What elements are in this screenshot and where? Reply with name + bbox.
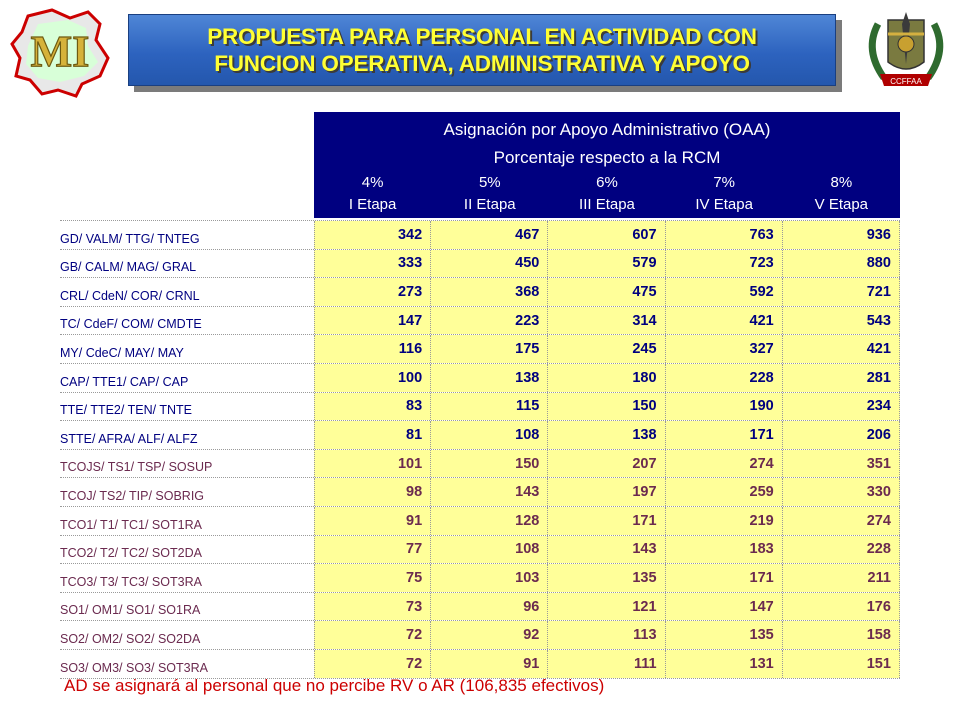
stage-row	[314, 196, 900, 213]
table-row	[60, 592, 900, 621]
table-header	[314, 112, 900, 218]
value-cell: 143	[431, 478, 548, 506]
value-cells	[314, 393, 900, 421]
rank-label: TCO3/ T3/ TC3/ SOT3RA	[60, 574, 202, 589]
stage-header: II Etapa	[463, 196, 516, 213]
value-cell: 135	[548, 564, 665, 592]
value-cell: 108	[431, 421, 548, 449]
table-row	[60, 306, 900, 335]
rank-label: TC/ CdeF/ COM/ CMDTE	[60, 317, 202, 332]
value-cell: 721	[783, 278, 900, 306]
value-cell: 274	[666, 450, 783, 478]
rank-label: GB/ CALM/ MAG/ GRAL	[60, 260, 197, 275]
value-cell: 175	[431, 335, 548, 363]
rank-label: CAP/ TTE1/ CAP/ CAP	[60, 374, 189, 389]
value-cell: 342	[314, 221, 431, 249]
value-cell: 138	[548, 421, 665, 449]
value-cell: 333	[314, 250, 431, 278]
value-cell: 116	[314, 335, 431, 363]
table-row	[60, 535, 900, 564]
stage-header: I Etapa	[348, 196, 397, 213]
value-cell: 330	[783, 478, 900, 506]
value-cell: 592	[666, 278, 783, 306]
value-cells	[314, 421, 900, 449]
value-cell: 72	[314, 650, 431, 678]
value-cell: 135	[666, 621, 783, 649]
value-cell: 101	[314, 450, 431, 478]
logo-lettering: MI	[30, 27, 90, 76]
pct-header: 5%	[478, 174, 501, 191]
value-cell: 96	[431, 593, 548, 621]
value-cell: 223	[431, 307, 548, 335]
rank-label: TCO2/ T2/ TC2/ SOT2DA	[60, 546, 202, 561]
rank-label: STTE/ AFRA/ ALF/ ALFZ	[60, 431, 198, 446]
ministry-logo	[8, 6, 116, 98]
table-row	[60, 334, 900, 363]
value-cell: 351	[783, 450, 900, 478]
value-cell: 281	[783, 364, 900, 392]
rank-label: MY/ CdeC/ MAY/ MAY	[60, 345, 184, 360]
value-cell: 219	[666, 507, 783, 535]
value-cell: 245	[548, 335, 665, 363]
value-cell: 81	[314, 421, 431, 449]
value-cell: 147	[666, 593, 783, 621]
value-cell: 171	[548, 507, 665, 535]
value-cell: 228	[783, 536, 900, 564]
stage-header: III Etapa	[579, 196, 635, 213]
table-row	[60, 649, 900, 679]
rank-label: TCO1/ T1/ TC1/ SOT1RA	[60, 517, 202, 532]
title-banner	[128, 14, 836, 86]
value-cells	[314, 221, 900, 249]
value-cell: 151	[783, 650, 900, 678]
value-cell: 475	[548, 278, 665, 306]
value-cell: 607	[548, 221, 665, 249]
table-row	[60, 420, 900, 449]
rank-label: TTE/ TTE2/ TEN/ TNTE	[60, 403, 192, 418]
value-cells	[314, 278, 900, 306]
value-cell: 176	[783, 593, 900, 621]
title-line-1: PROPUESTA PARA PERSONAL EN ACTIVIDAD CON	[207, 24, 757, 49]
value-cells	[314, 307, 900, 335]
value-cell: 103	[431, 564, 548, 592]
table-row	[60, 249, 900, 278]
value-cell: 72	[314, 621, 431, 649]
value-cell: 108	[431, 536, 548, 564]
table-row	[60, 449, 900, 478]
pct-header: 6%	[596, 174, 618, 191]
percentage-row	[314, 174, 900, 191]
table-row	[60, 392, 900, 421]
rank-label: GD/ VALM/ TTG/ TNTEG	[60, 231, 200, 246]
value-cell: 92	[431, 621, 548, 649]
table-body	[60, 220, 900, 679]
value-cell: 115	[431, 393, 548, 421]
value-cell: 880	[783, 250, 900, 278]
value-cell: 183	[666, 536, 783, 564]
rank-label: SO3/ OM3/ SO3/ SOT3RA	[60, 660, 208, 675]
value-cell: 77	[314, 536, 431, 564]
rank-label: TCOJ/ TS2/ TIP/ SOBRIG	[60, 488, 205, 503]
value-cell: 131	[666, 650, 783, 678]
value-cell: 190	[666, 393, 783, 421]
value-cell: 143	[548, 536, 665, 564]
pct-header: 7%	[713, 174, 735, 191]
value-cell: 314	[548, 307, 665, 335]
value-cell: 421	[666, 307, 783, 335]
table-row	[60, 506, 900, 535]
value-cell: 158	[783, 621, 900, 649]
rank-label: SO2/ OM2/ SO2/ SO2DA	[60, 631, 201, 646]
value-cells	[314, 650, 900, 678]
value-cell: 171	[666, 421, 783, 449]
value-cell: 579	[548, 250, 665, 278]
value-cells	[314, 478, 900, 506]
table-row	[60, 620, 900, 649]
value-cells	[314, 564, 900, 592]
value-cell: 211	[783, 564, 900, 592]
rank-label: CRL/ CdeN/ COR/ CRNL	[60, 288, 200, 303]
value-cell: 206	[783, 421, 900, 449]
value-cell: 113	[548, 621, 665, 649]
value-cell: 723	[666, 250, 783, 278]
value-cell: 171	[666, 564, 783, 592]
value-cell: 100	[314, 364, 431, 392]
value-cell: 450	[431, 250, 548, 278]
value-cell: 75	[314, 564, 431, 592]
value-cell: 138	[431, 364, 548, 392]
value-cell: 83	[314, 393, 431, 421]
table-row	[60, 220, 900, 249]
value-cell: 147	[314, 307, 431, 335]
value-cell: 327	[666, 335, 783, 363]
value-cell: 421	[783, 335, 900, 363]
value-cell: 197	[548, 478, 665, 506]
footnote: AD se asignará al personal que no percibe RV o AR (106,835 efectivos)	[64, 676, 605, 695]
value-cell: 128	[431, 507, 548, 535]
table-row	[60, 563, 900, 592]
value-cell: 91	[314, 507, 431, 535]
crest-caption: CCFFAA	[890, 77, 922, 86]
value-cell: 273	[314, 278, 431, 306]
value-cells	[314, 536, 900, 564]
table-row	[60, 277, 900, 306]
stage-header: V Etapa	[814, 196, 869, 213]
value-cell: 98	[314, 478, 431, 506]
header-title: Asignación por Apoyo Administrativo (OAA)	[443, 120, 771, 139]
rank-label: TCOJS/ TS1/ TSP/ SOSUP	[60, 460, 213, 475]
value-cell: 234	[783, 393, 900, 421]
value-cell: 111	[548, 650, 665, 678]
armed-forces-crest	[858, 4, 954, 96]
value-cell: 180	[548, 364, 665, 392]
value-cell: 368	[431, 278, 548, 306]
page-title	[207, 23, 757, 77]
table-row	[60, 477, 900, 506]
value-cell: 467	[431, 221, 548, 249]
value-cells	[314, 507, 900, 535]
header-subtitle: Porcentaje respecto a la RCM	[493, 148, 721, 167]
value-cell: 73	[314, 593, 431, 621]
pct-header: 8%	[830, 174, 853, 191]
value-cells	[314, 621, 900, 649]
value-cell: 91	[431, 650, 548, 678]
value-cells	[314, 450, 900, 478]
title-line-2: FUNCION OPERATIVA, ADMINISTRATIVA Y APOYO	[214, 51, 750, 76]
value-cell: 274	[783, 507, 900, 535]
value-cell: 259	[666, 478, 783, 506]
rank-label: SO1/ OM1/ SO1/ SO1RA	[60, 603, 201, 618]
value-cell: 150	[431, 450, 548, 478]
value-cell: 121	[548, 593, 665, 621]
value-cell: 228	[666, 364, 783, 392]
value-cells	[314, 250, 900, 278]
table-row	[60, 363, 900, 392]
value-cell: 763	[666, 221, 783, 249]
value-cell: 936	[783, 221, 900, 249]
value-cells	[314, 335, 900, 363]
value-cell: 207	[548, 450, 665, 478]
value-cell: 150	[548, 393, 665, 421]
stage-header: IV Etapa	[695, 196, 753, 213]
pct-header: 4%	[361, 174, 384, 191]
value-cells	[314, 364, 900, 392]
value-cells	[314, 593, 900, 621]
value-cell: 543	[783, 307, 900, 335]
